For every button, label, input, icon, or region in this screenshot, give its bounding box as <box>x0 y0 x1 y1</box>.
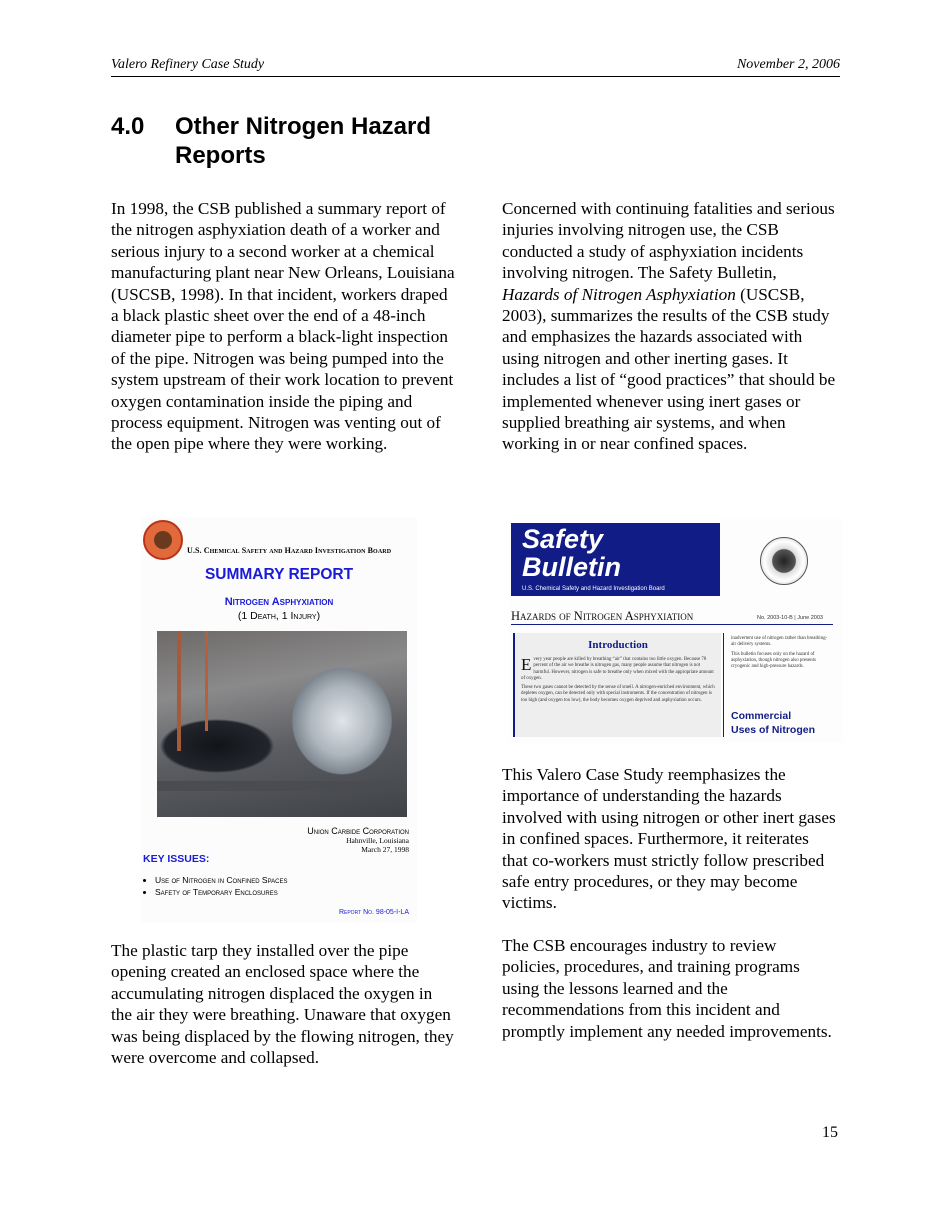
company-name: Union Carbide Corporation <box>307 826 409 836</box>
csb-seal-icon <box>143 520 183 560</box>
incident-date: March 27, 1998 <box>361 845 409 854</box>
paragraph-2: The plastic tarp they installed over the pipe opening created an enclosed space where the accumulating nitrogen displaced the oxygen in the air they were breathing. Unaware that oxygen was being displaced by the flowing nitrogen, they were overcome and collapsed. <box>111 941 454 1068</box>
csb-seal-icon <box>760 537 808 585</box>
intro-heading: Introduction <box>588 639 648 651</box>
bulletin-right-column: inadvertent use of nitrogen rather than breathing-air delivery systems. This bulletin focuses only on the hazard of asphyxiation, though nitrogen also presents cryogenic and high-pressure hazards. <box>731 636 828 670</box>
bulletin-title: Hazards of Nitrogen Asphyxiation <box>511 609 694 623</box>
page-number: 15 <box>822 1124 838 1141</box>
running-header <box>111 57 840 77</box>
bulletin-intro-box <box>513 633 721 737</box>
safety-bulletin-figure <box>509 519 843 742</box>
bulletin-word-bulletin: Bulletin <box>522 552 621 582</box>
bulletin-number: No. 2003-10-B | June 2003 <box>757 615 823 621</box>
company-location: Hahnville, Louisiana <box>346 836 409 845</box>
list-item: • Safety of Temporary Enclosures <box>155 886 287 898</box>
summary-report-casualties: (1 Death, 1 Injury) <box>237 610 321 622</box>
paragraph-5: The CSB encourages industry to review policies, procedures, and training programs using the lessons learned and the recommendations from this incident and promptly implement any needed improvements. <box>502 936 832 1041</box>
paragraph-3: Concerned with continuing fatalities and serious injuries involving nitrogen use, the CSB conducted a study of asphyxiation incidents involving nitrogen. The Safety Bulletin, Hazards of Nitrogen Asphyxiation (USCSB, 2003), summarizes the results of the CSB study and emphasizes the hazards associated with using nitrogen and other inerting gases. It includes a list of “good practices” that should be implemented whenever using inert gases or supplied breathing air systems, and when working in or near confined spaces. <box>502 199 836 454</box>
paragraph-4: This Valero Case Study reemphasizes the importance of understanding the hazards involved with using nitrogen or other inert gases in confined spaces. Furthermore, it reiterates that co-workers must strictly follow prescribed safe entry procedures, or they may become victims. <box>502 765 836 913</box>
section-number: 4.0 <box>111 113 145 140</box>
paragraph-1: In 1998, the CSB published a summary report of the nitrogen asphyxiation death of a worker and serious injury to a second worker at a chemical manufacturing plant near New Orleans, Louisiana (USCSB, 1998). In that incident, workers draped a black plastic sheet over the end of a 48-inch diameter pipe to perform a black-light inspection of the pipe. Nitrogen was being pumped into the system upstream of their work location to prevent oxygen contamination inside the piping and process equipment. Nitrogen was venting out of the open pipe where they were working. <box>111 199 455 454</box>
summary-report-figure <box>141 518 417 922</box>
key-issues-label: KEY ISSUES: <box>143 853 210 865</box>
dropcap: E <box>521 655 532 674</box>
bulletin-word-safety: Safety <box>522 524 604 554</box>
summary-report-subtitle: Nitrogen Asphyxiation <box>224 596 334 608</box>
board-name: U.S. Chemical Safety and Hazard Investigation Board <box>187 546 392 555</box>
incident-photo <box>157 631 407 817</box>
bulletin-org: U.S. Chemical Safety and Hazard Investigation Board <box>522 586 665 592</box>
bulletin-title-citation: Hazards of Nitrogen Asphyxiation <box>502 284 736 304</box>
section-title: Other Nitrogen Hazard Reports <box>175 113 432 169</box>
list-item: • Use of Nitrogen in Confined Spaces <box>155 874 287 886</box>
intro-body: Every year people are killed by breathing “air” that contains too little oxygen. Because 78 percent of the air we breathe is nitrogen gas, many people assume that nitrogen is not harmful. However, nitrogen is safe to breathe only when mixed with the appropriate amount of oxygen. These two gases cannot be detected by the sense of smell. A nitrogen-enriched environment, which depletes oxygen, can be detected only with special instruments. If the concentration of nitrogen is too high (and oxygen too low), the body becomes oxygen deprived and asphyxiation occurs. <box>521 655 715 703</box>
commercial-uses-heading: Commercial Uses of Nitrogen <box>731 710 816 736</box>
header-title: Valero Refinery Case Study <box>111 57 265 72</box>
key-issues-list <box>141 874 287 898</box>
company-info <box>307 826 409 854</box>
summary-report-title: SUMMARY REPORT <box>204 566 354 583</box>
section-heading <box>111 112 471 170</box>
header-date: November 2, 2006 <box>736 57 840 72</box>
bulletin-banner <box>511 523 720 596</box>
report-number: Report No. 98-05-I-LA <box>338 909 409 916</box>
